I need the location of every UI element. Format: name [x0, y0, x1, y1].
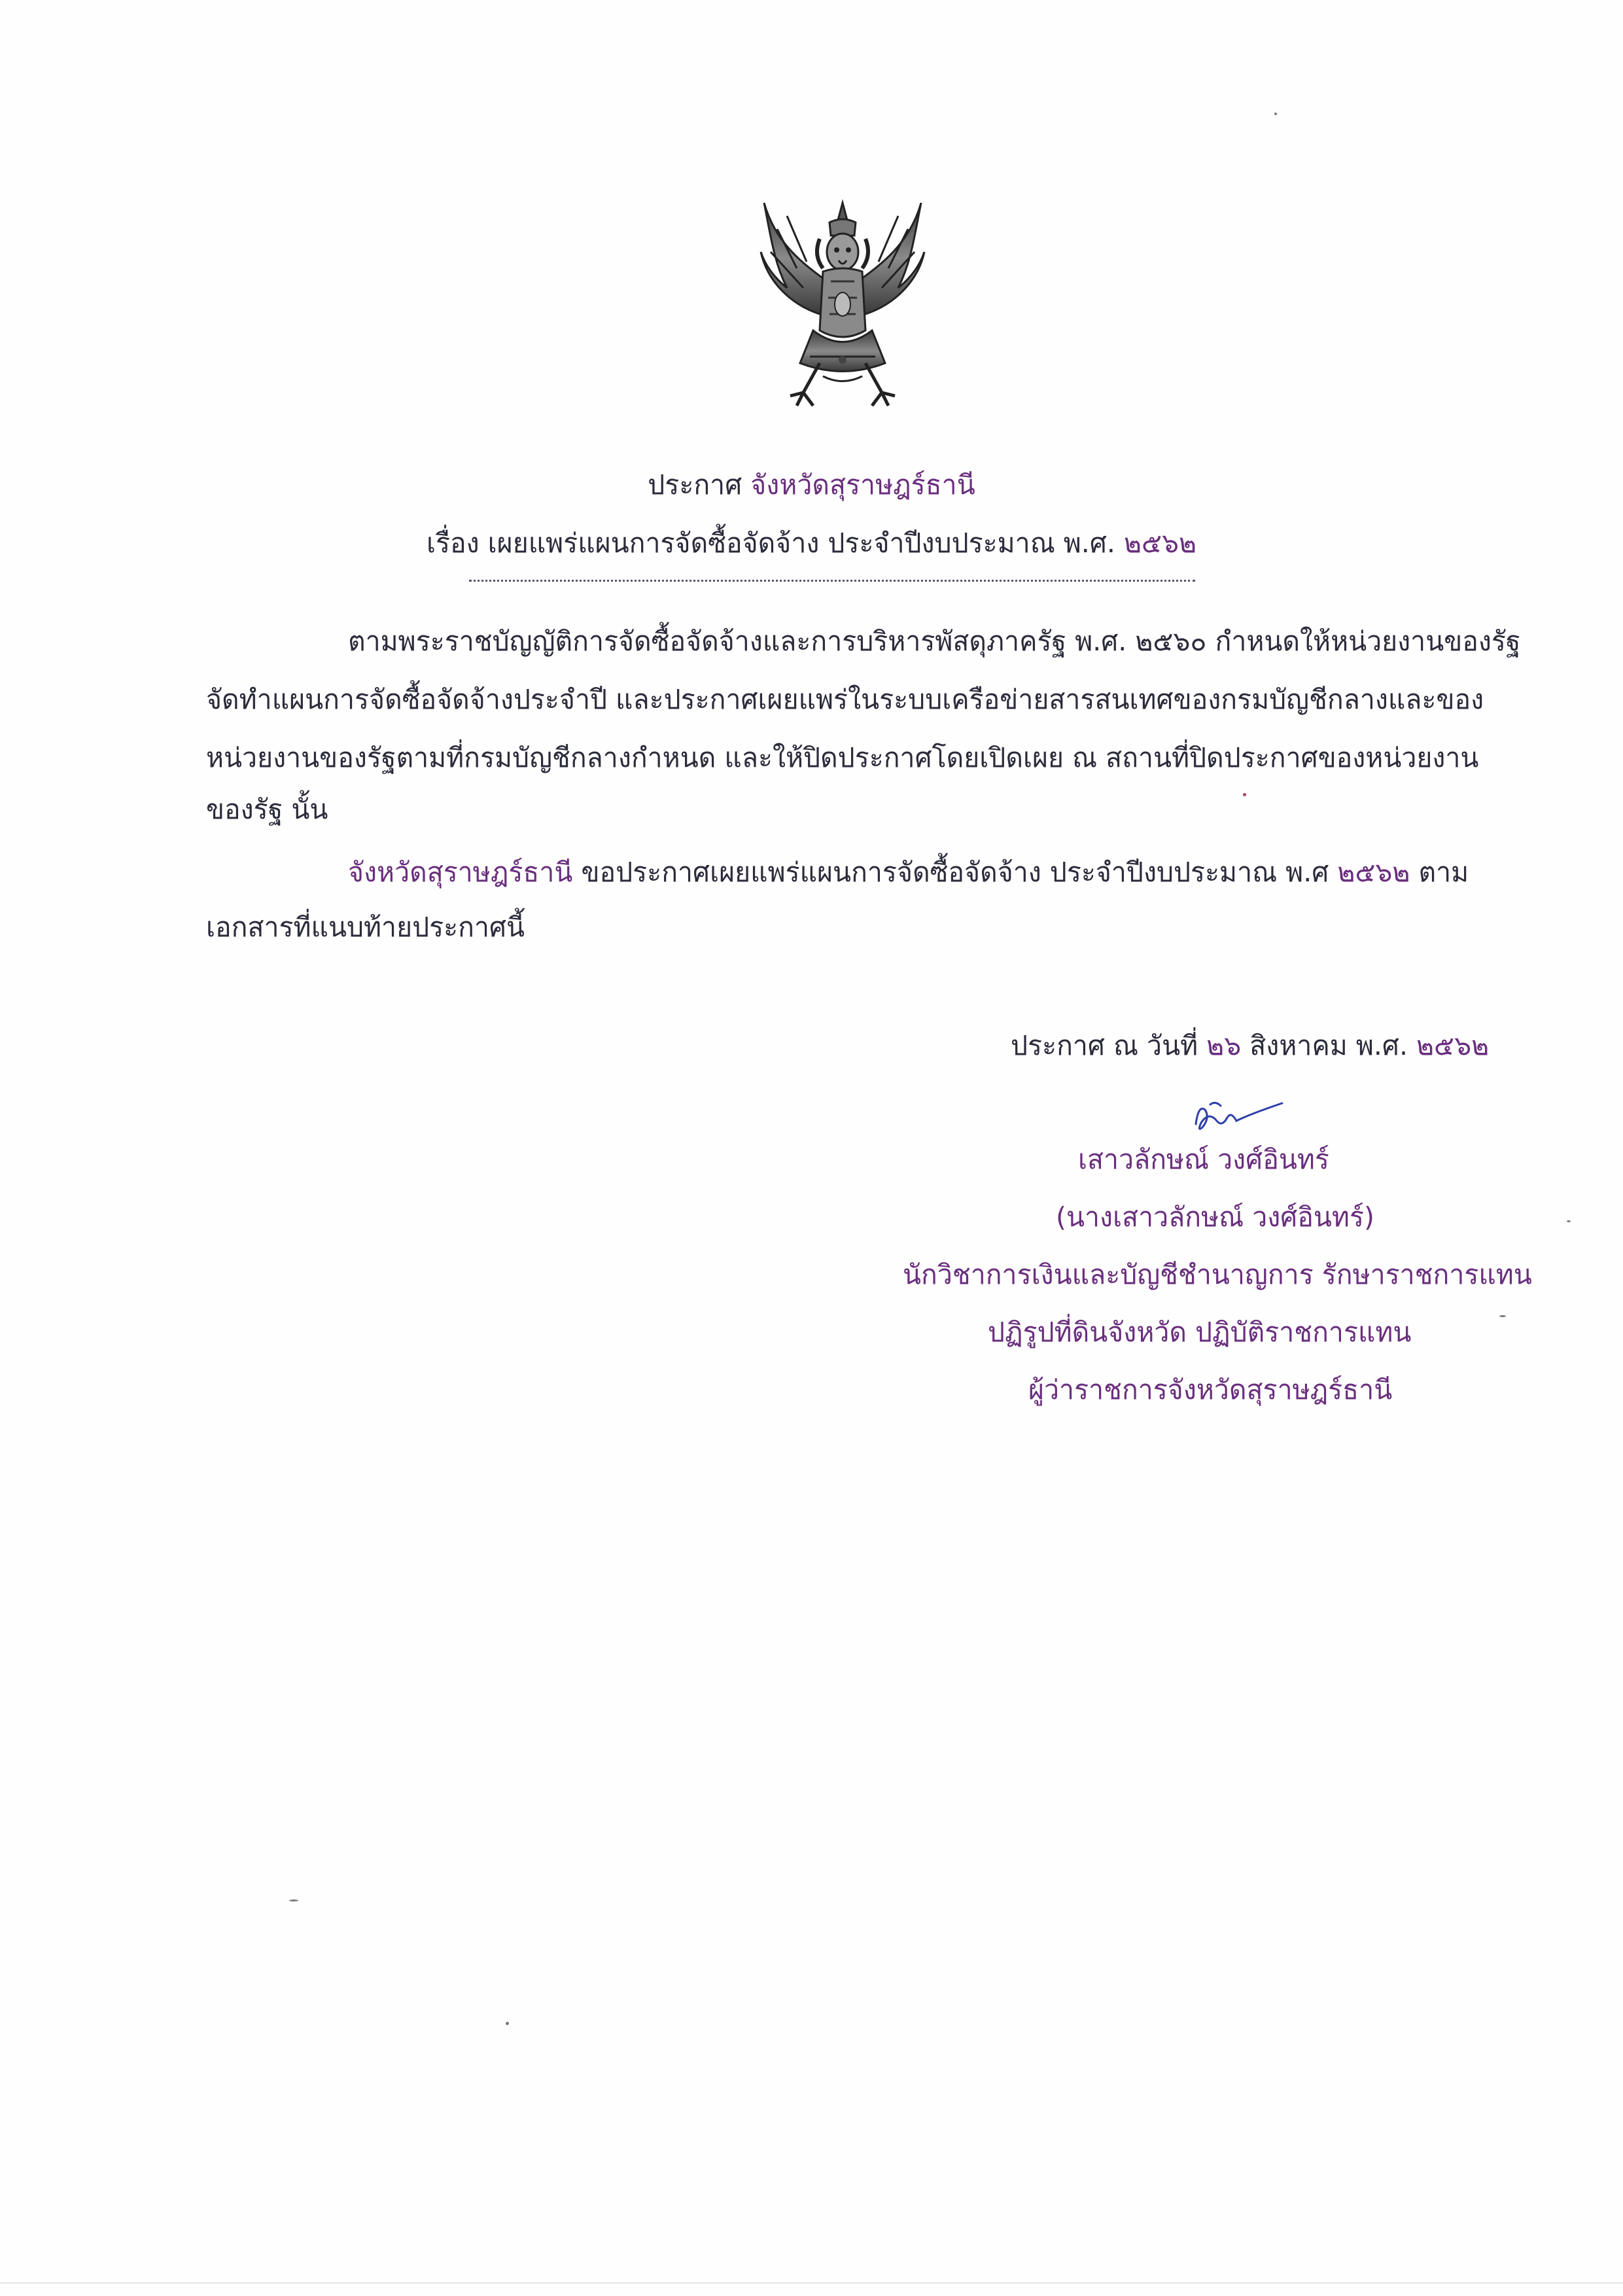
announcement-dateline — [1011, 1026, 1489, 1065]
scan-speck — [506, 2022, 509, 2025]
scan-speck — [1499, 1315, 1506, 1317]
dateline-month: สิงหาคม พ.ศ. — [1249, 1030, 1408, 1061]
dateline-year: ๒๕๖๒ — [1416, 1030, 1490, 1061]
page-bottom-edge — [0, 2282, 1623, 2284]
announcement-subject — [0, 523, 1623, 563]
signer-title-line-1: นักวิชาการเงินและบัญชีชำนาญการ รักษาราชการแทน — [903, 1259, 1532, 1290]
paragraph-1-line-2: จัดทำแผนการจัดซื้อจัดจ้างประจำปี และประกาศเผยแพร่ในระบบเครือข่ายสารสนเทศของกรมบัญชีกลางและของ — [206, 684, 1484, 715]
paragraph-1-line-4: ของรัฐ นั้น — [206, 794, 328, 825]
paragraph-2-text: ขอประกาศเผยแพร่แผนการจัดซื้อจัดจ้าง ประจำปีงบประมาณ พ.ศ — [581, 857, 1329, 888]
scan-speck — [1274, 113, 1277, 115]
title-prefix: ประกาศ — [648, 469, 742, 501]
dateline-day: ๒๖ — [1206, 1030, 1242, 1061]
signer-title-line-2: ปฏิรูปที่ดินจังหวัด ปฏิบัติราชการแทน — [988, 1316, 1412, 1348]
signer-name: เสาวลักษณ์ วงศ์อินทร์ — [1078, 1144, 1329, 1175]
signer-full-name: (นางเสาวลักษณ์ วงศ์อินทร์) — [1056, 1201, 1374, 1233]
garuda-emblem-icon — [758, 190, 928, 412]
dateline-prefix: ประกาศ ณ วันที่ — [1011, 1030, 1198, 1061]
paragraph-2-tail: ตาม — [1418, 857, 1469, 888]
signer-title-line-3: ผู้ว่าราชการจังหวัดสุราษฎร์ธานี — [1028, 1374, 1393, 1405]
paragraph-2-organization: จังหวัดสุราษฎร์ธานี — [348, 857, 573, 888]
paragraph-2-line-2: เอกสารที่แนบท้ายประกาศนี้ — [206, 911, 525, 943]
scan-speck — [1567, 1220, 1571, 1222]
title-organization: จังหวัดสุราษฎร์ธานี — [750, 469, 975, 501]
announcement-title — [0, 465, 1623, 504]
paragraph-2-line-1 — [348, 853, 1469, 892]
paragraph-2-year: ๒๕๖๒ — [1337, 857, 1410, 888]
subject-text: เผยแพร่แผนการจัดซื้อจัดจ้าง ประจำปีงบประมาณ พ.ศ. — [487, 527, 1115, 559]
scan-speck — [289, 1899, 298, 1901]
paragraph-1-line-3: หน่วยงานของรัฐตามที่กรมบัญชีกลางกำหนด และให้ปิดประกาศโดยเปิดเผย ณ สถานที่ปิดประกาศของหน่วยงาน — [206, 742, 1479, 773]
handwritten-signature-icon — [1191, 1091, 1289, 1144]
subject-year: ๒๕๖๒ — [1123, 527, 1197, 559]
scan-speck — [1243, 793, 1246, 796]
subject-prefix: เรื่อง — [426, 527, 480, 559]
title-divider — [469, 580, 1195, 582]
paragraph-1-line-1: ตามพระราชบัญญัติการจัดซื้อจัดจ้างและการบริหารพัสดุภาครัฐ พ.ศ. ๒๕๖๐ กำหนดให้หน่วยงานของรัฐ — [348, 626, 1521, 657]
